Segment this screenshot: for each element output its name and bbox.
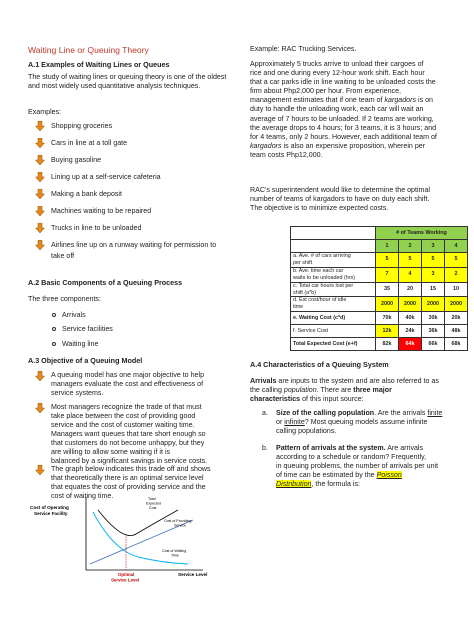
row-label-line: a. Ave. # of cars arriving	[293, 253, 351, 259]
table-cell: 3	[422, 267, 445, 282]
row-label-line: per shift	[293, 259, 313, 266]
row-label-line: waits to be unloaded (hrs)	[293, 274, 356, 281]
optimal-label-1: Optimal	[118, 572, 135, 577]
arrivals-paragraph	[250, 377, 455, 404]
table-column-header: 2	[399, 240, 422, 253]
table-header-row	[291, 227, 468, 240]
bullet-arrow-icon	[35, 371, 45, 381]
table-row-label	[291, 325, 376, 338]
cost-table	[290, 226, 468, 351]
total-label-3: Cost	[149, 506, 157, 510]
table-cell: 68k	[445, 338, 468, 351]
paragraph-line	[276, 427, 442, 436]
text-run: Approximately 5 trucks arrive to unload their cargoes of	[250, 60, 424, 68]
list-marker: b.	[262, 444, 268, 452]
objective-line: that theoretically there is an optimal service level	[51, 474, 204, 482]
bullet-arrow-icon	[35, 172, 45, 182]
paragraph-line	[276, 444, 438, 453]
bullet-arrow-icon	[35, 403, 45, 413]
table-cell: 10	[445, 282, 468, 297]
total-label-2: Expected	[146, 501, 161, 506]
bullet-arrow-icon	[35, 223, 45, 233]
text-run: firm about Php2,000 per hour. From experience,	[250, 87, 402, 96]
row-label-line: f. Service Cost	[293, 327, 329, 334]
table-cell: 2000	[422, 297, 445, 312]
table-cell: 2000	[399, 297, 422, 312]
text-run: team costs Php12,000.	[250, 150, 323, 159]
paragraph-line	[250, 386, 455, 395]
bullet-arrow-icon	[35, 465, 45, 475]
paragraph-line	[250, 151, 455, 160]
table-cell: 70k	[376, 312, 399, 325]
bullet-circle-icon	[52, 342, 56, 346]
objective-line: cost of waiting time.	[51, 492, 114, 500]
text-run: duty to handle the unloading work, each car will wait an	[250, 105, 424, 114]
objective-line: Most managers recognize the trade of that must	[51, 403, 202, 411]
text-run: of time can be estimated by the	[276, 471, 377, 480]
objective-line: that equates the cost of providing service and the	[51, 483, 206, 491]
paragraph-line	[250, 395, 455, 404]
text-run: according to a schedule or random? Frequently,	[276, 453, 427, 462]
table-row	[291, 267, 468, 282]
row-label-line: time	[293, 304, 304, 311]
row-label-line: shift (a*b)	[293, 289, 317, 296]
text-run: are inputs to the system and are also referred to as	[276, 377, 439, 385]
x-axis-label: Service Level	[178, 572, 208, 577]
cost-tradeoff-svg	[28, 492, 228, 587]
section-a2-heading: A.2 Basic Components of a Queuing Process	[28, 278, 183, 287]
bullet-circle-icon	[52, 327, 56, 331]
text-run: , the formula is:	[311, 480, 360, 489]
example-item: Lining up at a self-service cafeteria	[51, 173, 161, 181]
section-a1-heading: A.1 Examples of Waiting Lines or Queues	[28, 60, 170, 69]
row-label-line: e. Waiting Cost (c*d)	[293, 314, 346, 321]
table-row-label	[291, 312, 376, 325]
table-cell: 30k	[422, 312, 445, 325]
emphasis-term: population	[283, 386, 317, 395]
table-group-header: # of Teams Working	[376, 227, 468, 240]
table-cell: 64k	[399, 338, 422, 351]
component-item: Arrivals	[62, 311, 86, 319]
table-cell: 12k	[376, 325, 399, 338]
bullet-circle-icon	[52, 313, 56, 317]
table-cell: 20k	[445, 312, 468, 325]
table-cell: 35	[376, 282, 399, 297]
emphasis-term: three major	[353, 386, 392, 395]
table-cell: 4	[399, 267, 422, 282]
text-run: Are arrivals	[385, 444, 424, 452]
table-cell: 15	[422, 282, 445, 297]
table-row	[291, 253, 468, 268]
y-axis-label-1: Cost of Operating	[30, 505, 69, 510]
table-cell: 2000	[376, 297, 399, 312]
objective-line: managers evaluate the cost and effectiveness of	[51, 380, 204, 388]
emphasis-term: Arrivals	[250, 377, 277, 385]
table-row-label	[291, 282, 376, 297]
objective-line: The graph below indicates this trade off and shows	[51, 465, 211, 473]
paragraph-line	[250, 133, 455, 142]
table-cell: 24k	[399, 325, 422, 338]
characteristic-a-text	[276, 409, 442, 436]
table-row-label	[291, 338, 376, 351]
text-run: . Are the arrivals	[374, 409, 428, 417]
table-cell: 5	[399, 253, 422, 268]
table-row	[291, 325, 468, 338]
paragraph-line: RAC's superintendent would like to determine the optimal	[250, 186, 430, 194]
example-item: Cars in line at a toll gate	[51, 139, 128, 147]
table-row-label	[291, 267, 376, 282]
example-item: Airlines line up on a runway waiting for permission to	[51, 241, 217, 249]
table-cell: 5	[445, 253, 468, 268]
example-item: Trucks in line to be unloaded	[51, 224, 142, 232]
text-run: the average drops to 4 hours; for 3 teams, it is 3 hours; and	[250, 123, 437, 132]
providing-label-2: Service	[174, 523, 186, 528]
table-row	[291, 282, 468, 297]
table-cell: 5	[422, 253, 445, 268]
example-paragraph	[250, 60, 455, 160]
table-column-header: 1	[376, 240, 399, 253]
bullet-arrow-icon	[35, 240, 45, 250]
text-run: is on	[416, 96, 433, 105]
objective-paragraph	[250, 186, 455, 213]
optimal-label-2: Service Level	[111, 577, 140, 583]
emphasis-term: Size of the calling population	[276, 409, 375, 417]
table-cell: 5	[376, 253, 399, 268]
text-run: rice and one during every 12-hour work shift. Each hour	[250, 69, 425, 78]
italic-term: kargadors	[384, 96, 417, 105]
total-label-1: Total	[148, 497, 156, 501]
objective-line: that customers do not become unhappy, but they	[51, 439, 205, 447]
table-cell: 7	[376, 267, 399, 282]
table-cell: 48k	[445, 325, 468, 338]
section-a4-heading: A.4 Characteristics of a Queuing System	[250, 360, 389, 369]
table-cell: 2	[445, 267, 468, 282]
paragraph-line	[250, 105, 455, 114]
y-axis-label-2: Service Facility	[34, 511, 68, 516]
objective-line: Managers want queues that tare short enough so	[51, 430, 206, 438]
example-item: Shopping groceries	[51, 122, 113, 130]
objective-line: are willing to allow some waiting if it is	[51, 448, 171, 456]
paragraph-line: number of teams of kargadors to have on duty each shift.	[250, 195, 430, 204]
row-label-line: c. Total car hours lost per	[293, 282, 354, 289]
section-a1-paragraph: The study of waiting lines or queuing theory is one of the oldest and most widely used quantitative analysis techniques.	[28, 73, 227, 91]
paragraph-line	[276, 462, 438, 471]
row-label-line: d. Est cost/hour of idle	[293, 297, 347, 304]
text-run: that a car parks idle in line waiting to be unloaded costs the	[250, 78, 436, 87]
cost-tradeoff-graph	[28, 492, 228, 587]
text-run: of this input source:	[300, 395, 364, 404]
table-row-label	[291, 297, 376, 312]
bullet-arrow-icon	[35, 189, 45, 199]
example-title: Example: RAC Trucking Services.	[250, 45, 357, 53]
example-item: Making a bank deposit	[51, 190, 122, 198]
table-cell: 66k	[422, 338, 445, 351]
providing-label-1: Cost of Providing	[164, 519, 192, 523]
list-marker: a.	[262, 409, 268, 417]
paragraph-line	[250, 142, 455, 151]
table-cell: 40k	[399, 312, 422, 325]
text-run: is also an expensive proposition, wherein per	[281, 141, 426, 150]
paragraph-line	[250, 78, 455, 87]
table-corner-cell	[291, 240, 376, 253]
paragraph-line	[250, 87, 455, 96]
bullet-arrow-icon	[35, 155, 45, 165]
table-column-header: 3	[422, 240, 445, 253]
emphasis-term: Distribution	[276, 480, 312, 489]
emphasis-term: finite	[427, 409, 443, 417]
characteristic-b-text	[276, 444, 438, 489]
paragraph-line	[250, 60, 455, 69]
objective-line: balanced by a significant savings in service costs.	[51, 457, 208, 465]
text-run: the calling	[250, 386, 284, 395]
component-item: Service facilities	[62, 325, 113, 333]
examples-label: Examples:	[28, 108, 62, 116]
table-row	[291, 338, 468, 351]
text-run: . There are	[316, 386, 354, 395]
table-cell: 20	[399, 282, 422, 297]
section-a3-heading: A.3 Objective of a Queuing Model	[28, 356, 143, 365]
row-label-line: b. Ave. time each car	[293, 267, 344, 274]
emphasis-term: characteristics	[250, 395, 301, 404]
text-run: calling populations.	[276, 427, 337, 436]
waiting-label-1: Cost of Waiting	[162, 549, 187, 553]
text-run: ? Most queuing models assume infinite	[304, 418, 428, 427]
emphasis-term: Pattern of arrivals at the system.	[276, 444, 386, 452]
table-column-row	[291, 240, 468, 253]
bullet-arrow-icon	[35, 121, 45, 131]
paragraph-line: The objective is to minimize expected costs.	[250, 204, 389, 213]
example-item: Buying gasoline	[51, 156, 102, 164]
paragraph-line	[250, 96, 455, 105]
example-item: take off	[51, 252, 75, 260]
table-column-header: 4	[445, 240, 468, 253]
bullet-arrow-icon	[35, 138, 45, 148]
emphasis-term: infinite	[284, 418, 305, 427]
paragraph-line	[276, 409, 442, 418]
page-title: Waiting Line or Queuing Theory	[28, 45, 149, 55]
paragraph-line	[276, 418, 442, 427]
table-cell: 36k	[422, 325, 445, 338]
table-corner-cell	[291, 227, 376, 240]
table-cell: 2000	[445, 297, 468, 312]
paragraph-line	[250, 69, 455, 78]
text-run: average of 7 hours to be unloaded. If 2 teams are working,	[250, 114, 434, 123]
section-a2-paragraph: The three components:	[28, 295, 101, 303]
paragraph-line	[276, 453, 438, 462]
example-item: Machines waiting to be repaired	[51, 207, 152, 215]
table-cell: 82k	[376, 338, 399, 351]
italic-term: kargadors	[250, 141, 282, 150]
row-label-line: Total Expected Cost (e+f)	[293, 340, 358, 347]
bullet-arrow-icon	[35, 206, 45, 216]
objective-line: service and the cost of customer waiting time.	[51, 421, 195, 429]
waiting-label-2: Time	[171, 553, 179, 558]
objective-line: service systems.	[51, 389, 104, 397]
objective-line: take place between the cost of providing good	[51, 412, 196, 420]
text-run: in queuing problems, the number of arrivals per unit	[276, 462, 439, 471]
emphasis-term: Poisson	[376, 471, 402, 480]
component-item: Waiting line	[62, 340, 99, 348]
objective-line: A queuing model has one major objective to help	[51, 371, 205, 379]
text-run: management estimates that if one team of	[250, 96, 385, 105]
paragraph-line	[276, 480, 438, 489]
paragraph-line	[250, 377, 455, 386]
paragraph-line	[276, 471, 438, 480]
paragraph-line	[250, 115, 455, 124]
table-row	[291, 297, 468, 312]
text-run: or	[276, 418, 285, 427]
paragraph-line	[250, 124, 455, 133]
table-row-label	[291, 253, 376, 268]
text-run: for 4 teams, only 2 hours. However, each additional team of	[250, 132, 437, 141]
table-row	[291, 312, 468, 325]
